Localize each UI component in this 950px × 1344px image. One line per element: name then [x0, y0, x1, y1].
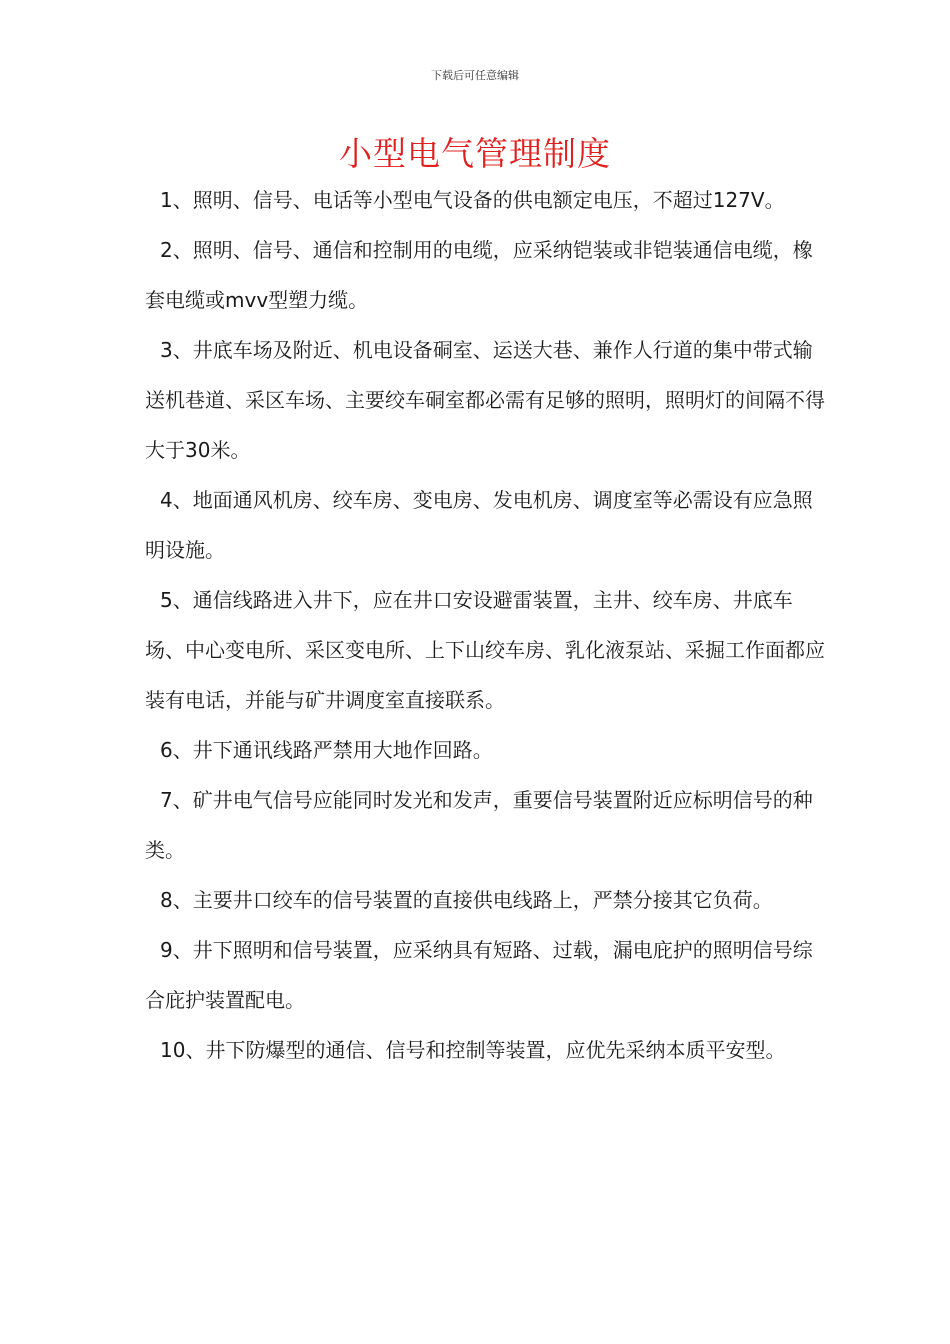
document-title: 小型电气管理制度	[339, 134, 611, 173]
paragraph-item: 5、通信线路进入井下，应在井口安设避雷装置，主井、绞车房、井底车场、中心变电所、采区变电所、上下山绞车房、乳化液泵站、采掘工作面都应装有电话，并能与矿井调度室直接联系。	[145, 588, 825, 712]
paragraph-item: 2、照明、信号、通信和控制用的电缆，应采纳铠装或非铠装通信电缆，橡套电缆或mvv型塑力缆。	[145, 238, 813, 312]
paragraph-item: 6、井下通讯线路严禁用大地作回路。	[160, 738, 493, 762]
header-note: 下载后可任意编辑	[431, 69, 519, 82]
paragraph-item: 10、井下防爆型的通信、信号和控制等装置，应优先采纳本质平安型。	[160, 1038, 786, 1062]
paragraph-item: 8、主要井口绞车的信号装置的直接供电线路上，严禁分接其它负荷。	[160, 888, 773, 912]
paragraph-item: 4、地面通风机房、绞车房、变电房、发电机房、调度室等必需设有应急照明设施。	[145, 488, 813, 562]
paragraph-item: 1、照明、信号、电话等小型电气设备的供电额定电压，不超过127V。	[160, 188, 785, 212]
paragraph-item: 7、矿井电气信号应能同时发光和发声，重要信号装置附近应标明信号的种类。	[145, 788, 813, 862]
document-body	[145, 175, 825, 1075]
paragraph-item: 9、井下照明和信号装置，应采纳具有短路、过载，漏电庇护的照明信号综合庇护装置配电。	[145, 938, 813, 1012]
paragraph-item: 3、井底车场及附近、机电设备硐室、运送大巷、兼作人行道的集中带式输送机巷道、采区车场、主要绞车硐室都必需有足够的照明，照明灯的间隔不得大于30米。	[145, 338, 825, 462]
